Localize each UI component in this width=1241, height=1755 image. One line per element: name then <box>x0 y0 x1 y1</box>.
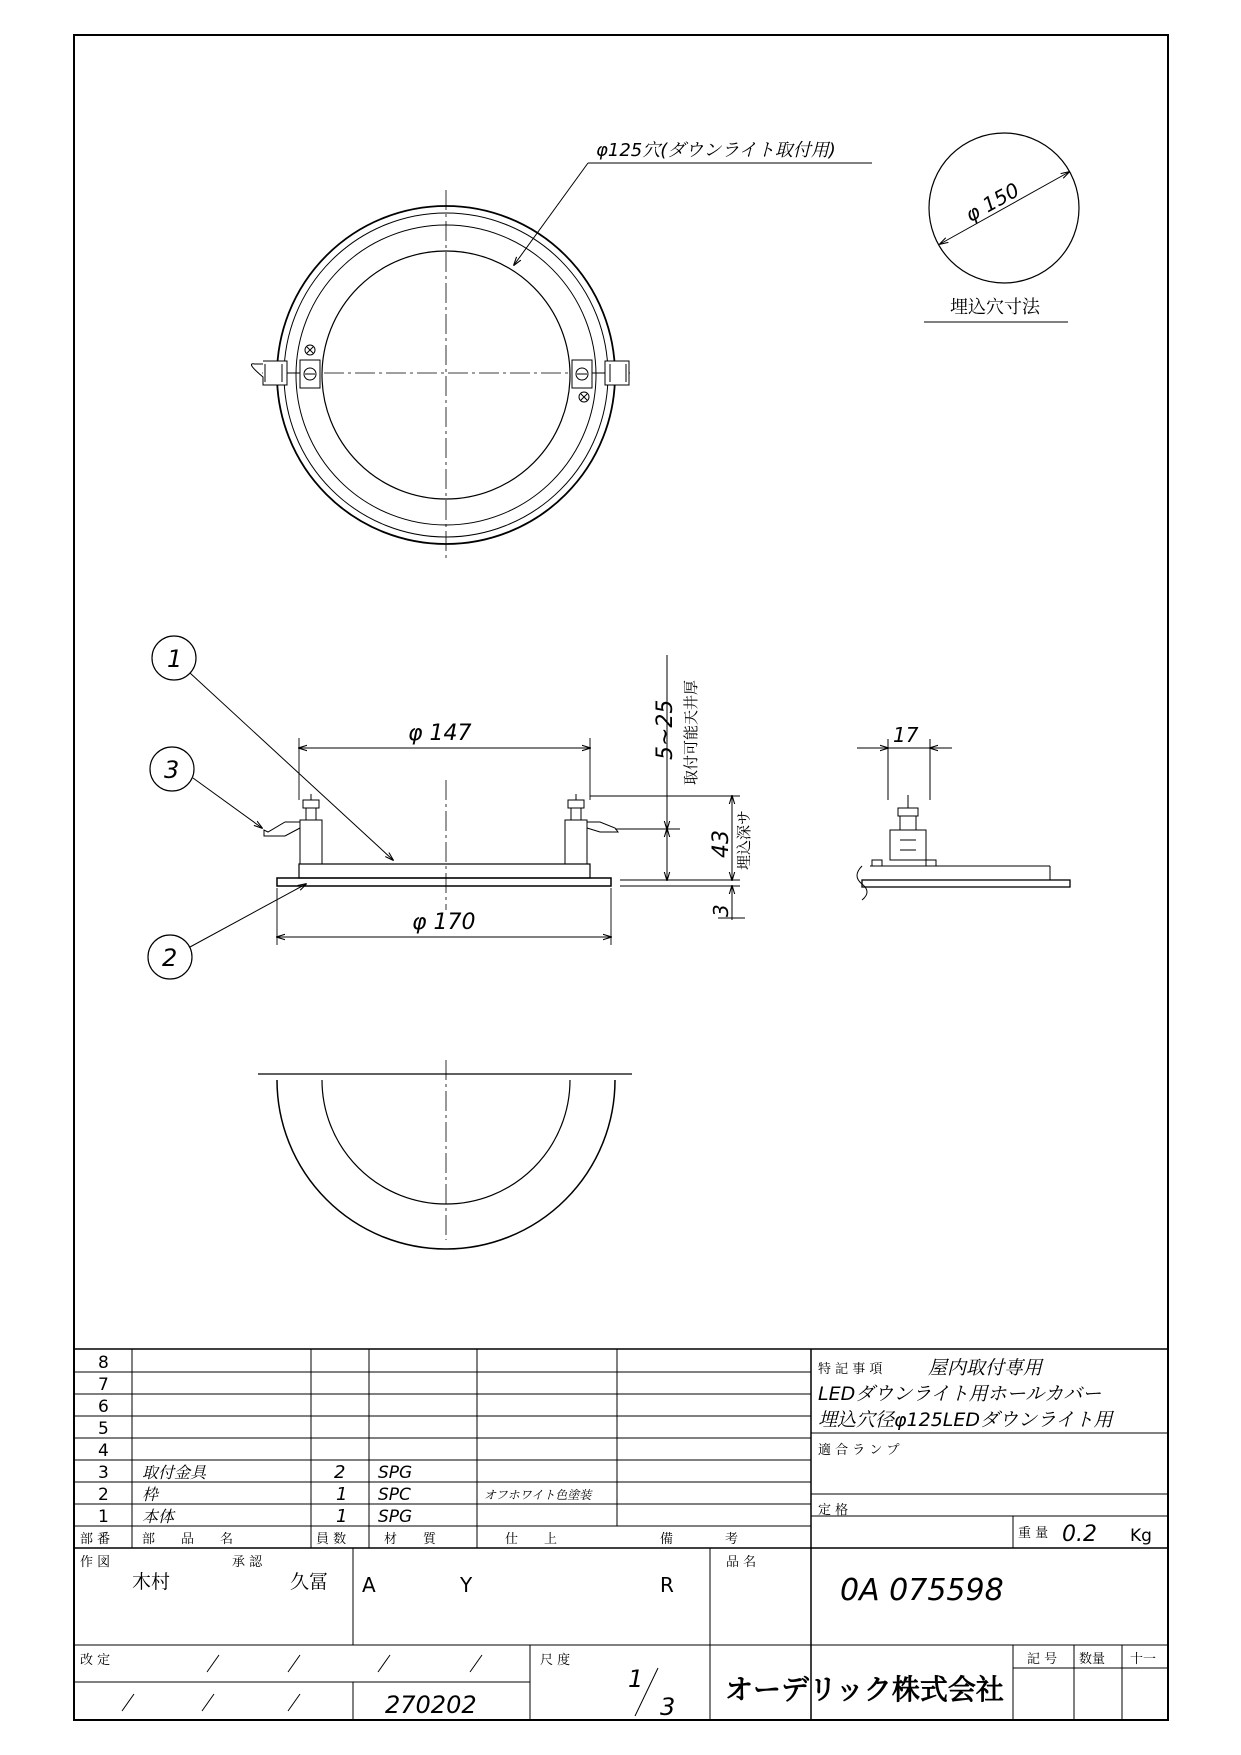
grade-y: Y <box>460 1573 473 1597</box>
weight-label: 重 量 <box>1018 1526 1049 1541</box>
dim-depth-note: 埋込深サ <box>735 809 753 870</box>
parts-table-header <box>80 1531 738 1547</box>
cutout-detail <box>924 133 1079 322</box>
header-name: 部 品 名 <box>142 1532 234 1547</box>
count-label: 数量 <box>1079 1652 1106 1667</box>
arc-view <box>258 1060 632 1249</box>
cutout-dim-label: φ 150 <box>961 177 1024 227</box>
parts-table <box>98 1353 593 1527</box>
dim-170-label: φ 170 <box>412 910 476 935</box>
dim-ceiling-label: 5~25 <box>653 699 678 760</box>
header-qty: 員 数 <box>316 1532 347 1547</box>
right-bracket <box>572 360 629 402</box>
scale-denominator: 3 <box>660 1693 676 1721</box>
dim-ceiling-note: 取付可能天井厚 <box>682 679 700 785</box>
hole-note-label: φ125穴(ダウンライト取付用) <box>596 140 836 161</box>
approved-label: 承 認 <box>232 1555 263 1570</box>
row-number: 6 <box>98 1397 109 1417</box>
part-material: SPG <box>378 1507 413 1527</box>
balloon-2-label: 2 <box>162 944 178 972</box>
weight-unit: Kg <box>1130 1526 1152 1546</box>
table-row <box>98 1441 109 1461</box>
part-material: SPG <box>378 1463 413 1483</box>
product-code: 0A 075598 <box>840 1573 1004 1608</box>
grade-a: A <box>362 1573 376 1597</box>
special-note-2: LEDダウンライト用ホールカバー <box>818 1383 1102 1405</box>
special-note-3: 埋込穴径φ125LEDダウンライト用 <box>818 1409 1113 1431</box>
approved-by: 久冨 <box>290 1571 329 1593</box>
revision-label: 改 定 <box>80 1653 111 1668</box>
dim-147-label: φ 147 <box>408 721 472 746</box>
row-number: 7 <box>98 1375 109 1395</box>
lamp-label: 適 合 ラ ン プ <box>818 1443 900 1458</box>
row-number: 4 <box>98 1441 109 1461</box>
part-name: 本体 <box>142 1507 175 1526</box>
drawn-by: 木村 <box>132 1571 171 1593</box>
balloon-3-label: 3 <box>164 756 180 784</box>
header-no: 部 番 <box>80 1532 111 1547</box>
table-row <box>98 1353 109 1373</box>
part-qty: 2 <box>334 1462 346 1483</box>
table-row <box>98 1397 109 1417</box>
grade-r: R <box>660 1573 674 1597</box>
part-qty: 1 <box>336 1484 348 1505</box>
flange <box>277 878 611 886</box>
header-finish: 仕 上 <box>505 1532 558 1547</box>
right-post <box>565 794 618 864</box>
table-row <box>98 1484 593 1505</box>
drawn-label: 作 図 <box>80 1555 111 1570</box>
info-panel <box>818 1357 1152 1547</box>
date-value: 270202 <box>385 1691 477 1719</box>
header-note: 備 考 <box>660 1532 739 1547</box>
row-number: 8 <box>98 1353 109 1373</box>
part-qty: 1 <box>336 1506 348 1527</box>
special-notes-label: 特 記 事 項 <box>818 1362 883 1377</box>
cutout-caption: 埋込穴寸法 <box>950 297 1040 318</box>
tenths-label: 十一 <box>1130 1652 1157 1667</box>
approval-block <box>80 1555 1156 1721</box>
row-number: 2 <box>98 1485 109 1505</box>
section-detail <box>857 739 1070 900</box>
dim-17-label: 17 <box>893 723 919 747</box>
left-post <box>264 794 322 864</box>
body <box>299 864 590 878</box>
weight-value: 0.2 <box>1062 1522 1097 1547</box>
special-note-1: 屋内取付専用 <box>928 1357 1043 1379</box>
scale-label: 尺 度 <box>540 1653 571 1668</box>
company-name: オーデリック株式会社 <box>725 1673 1004 1706</box>
part-name: 取付金具 <box>142 1463 207 1482</box>
balloon-1-leader <box>190 673 393 860</box>
part-finish: オフホワイト色塗装 <box>484 1488 592 1502</box>
scale-numerator: 1 <box>628 1665 644 1693</box>
balloon-2-leader <box>190 884 306 947</box>
part-material: SPC <box>378 1485 411 1505</box>
rating-label: 定 格 <box>818 1503 849 1518</box>
hole-note-leader <box>514 163 588 265</box>
table-row <box>98 1419 109 1439</box>
dim-flange-label: 3 <box>709 904 733 917</box>
header-material: 材 質 <box>384 1532 437 1547</box>
row-number: 3 <box>98 1463 109 1483</box>
drawing-border <box>74 35 1168 1720</box>
part-name: 枠 <box>142 1485 159 1504</box>
table-row <box>98 1462 412 1483</box>
symbol-label: 記 号 <box>1027 1652 1058 1667</box>
table-row <box>98 1506 412 1527</box>
dim-depth-label: 43 <box>709 830 734 858</box>
top-view <box>251 163 872 560</box>
table-row <box>98 1375 109 1395</box>
row-number: 1 <box>98 1507 109 1527</box>
balloon-3-leader <box>193 778 262 828</box>
balloon-1-label: 1 <box>167 645 183 673</box>
product-label: 品 名 <box>726 1555 757 1570</box>
row-number: 5 <box>98 1419 109 1439</box>
